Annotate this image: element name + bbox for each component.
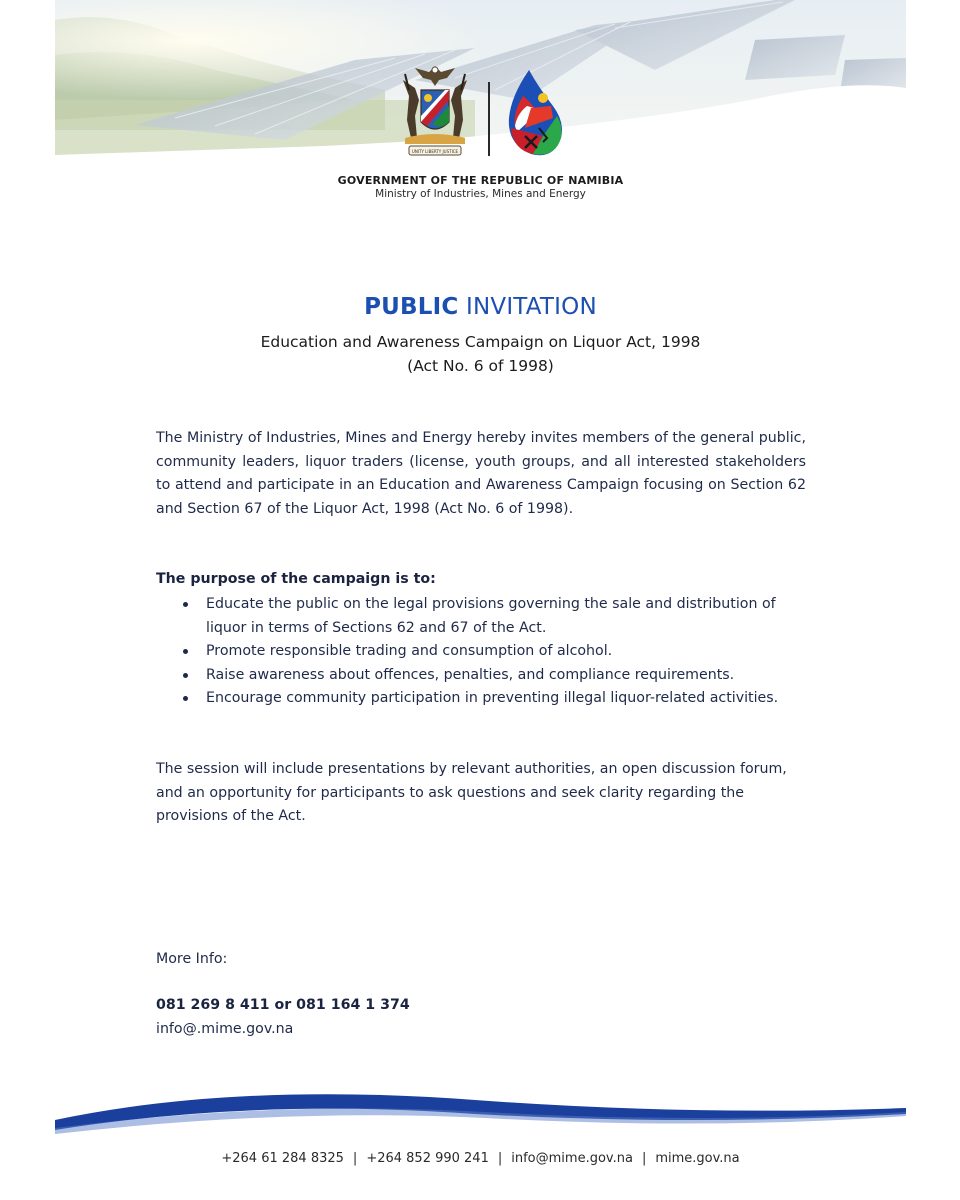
header-banner xyxy=(55,0,906,165)
purpose-item: Promote responsible trading and consumption of alcohol. xyxy=(156,640,806,664)
intro-paragraph: The Ministry of Industries, Mines and Energy hereby invites members of the general public, community leaders, liquor traders (license, youth groups, and all interested stakeholders to attend and participate in an Education and Awareness Campaign focusing on Section 62 and Section 67 of the Liquor Act, 1998 (Act No. 6 of 1998). xyxy=(156,430,806,517)
contact-phones: 081 269 8 411 or 081 164 1 374 xyxy=(156,997,410,1013)
footer-wave-decoration xyxy=(55,1078,906,1148)
purpose-item: Encourage community participation in preventing illegal liquor-related activities. xyxy=(156,687,806,711)
footer-separator: | xyxy=(641,1151,647,1166)
subtitle-line-1: Education and Awareness Campaign on Liquor Act, 1998 xyxy=(260,333,701,351)
footer-phone-1: +264 61 284 8325 xyxy=(221,1151,344,1166)
footer-website: mime.gov.na xyxy=(655,1151,740,1166)
footer-email: info@mime.gov.na xyxy=(511,1151,633,1166)
ministry-drop-logo-icon xyxy=(503,66,567,162)
purpose-list xyxy=(156,593,806,711)
session-paragraph: The session will include presentations by relevant authorities, an open discussion forum, and an opportunity for participants to ask questions and seek clarity regarding the provisions of the Act. xyxy=(156,761,787,825)
footer-phone-2: +264 852 990 241 xyxy=(366,1151,489,1166)
ministry-name: Ministry of Industries, Mines and Energy xyxy=(375,188,586,200)
purpose-heading: The purpose of the campaign is to: xyxy=(156,571,436,587)
contact-email: info@.mime.gov.na xyxy=(156,1021,294,1037)
footer-separator: | xyxy=(497,1151,503,1166)
document-title xyxy=(55,294,906,320)
title-rest: INVITATION xyxy=(458,294,597,320)
footer-contact-bar xyxy=(55,1151,906,1166)
government-title: GOVERNMENT OF THE REPUBLIC OF NAMIBIA xyxy=(337,174,624,187)
letterhead-page xyxy=(55,0,906,1200)
solar-panel-banner-image xyxy=(55,0,906,165)
title-bold-word: PUBLIC xyxy=(364,294,459,320)
svg-text:UNITY LIBERTY JUSTICE: UNITY LIBERTY JUSTICE xyxy=(411,149,459,154)
purpose-item: Educate the public on the legal provisions governing the sale and distribution of liquor in terms of Sections 62 and 67 of the Act. xyxy=(156,593,806,640)
more-info-label: More Info: xyxy=(156,951,228,967)
logo-divider xyxy=(488,82,490,156)
document-subtitle xyxy=(55,330,906,378)
footer-separator: | xyxy=(352,1151,358,1166)
subtitle-line-2: (Act No. 6 of 1998) xyxy=(407,357,554,375)
namibia-coat-of-arms-icon xyxy=(393,60,478,160)
purpose-item: Raise awareness about offences, penalties, and compliance requirements. xyxy=(156,664,806,688)
